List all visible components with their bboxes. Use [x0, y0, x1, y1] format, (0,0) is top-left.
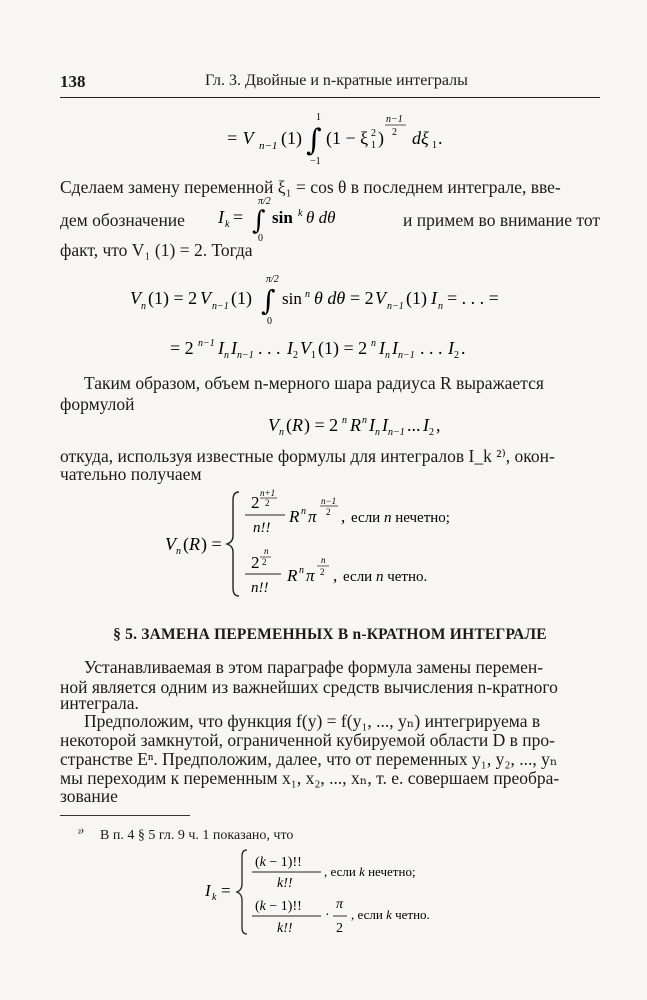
ik-sin: sin: [272, 208, 293, 227]
ik-upper: π/2: [258, 196, 271, 207]
svg-text:n: n: [385, 350, 390, 361]
f3-b: (1): [231, 288, 252, 308]
p5-line-e: зование: [60, 786, 118, 806]
f1-arg: (1): [281, 128, 302, 148]
ik-eq: =: [233, 207, 244, 227]
svg-text:·: ·: [325, 908, 330, 923]
svg-text:2: 2: [293, 350, 298, 361]
svg-text:2: 2: [262, 557, 267, 567]
svg-text:(k − 1)!!: (k − 1)!!: [255, 855, 302, 870]
ik-integral: ∫: [252, 206, 266, 236]
svg-text:,: ,: [436, 415, 441, 435]
svg-text:2: 2: [326, 507, 331, 517]
p1-inline-integral: [218, 196, 358, 242]
svg-text:I: I: [287, 338, 293, 358]
svg-text:n−1: n−1: [388, 427, 405, 438]
f3-l2-b: I: [218, 338, 224, 358]
svg-text:n: n: [299, 565, 304, 576]
svg-text:,: ,: [333, 566, 338, 585]
svg-text:V: V: [268, 415, 279, 435]
svg-text:k!!: k!!: [277, 921, 293, 936]
svg-text:I: I: [205, 881, 211, 900]
running-title: Гл. 3. Двойные и n-кратные интегралы: [205, 72, 468, 89]
p2-line-b: формулой: [60, 394, 135, 414]
svg-text:k: k: [212, 892, 217, 903]
f3-integral: ∫: [261, 284, 276, 317]
svg-text:I: I: [379, 338, 385, 358]
ik-lower: 0: [258, 233, 263, 242]
case1-cond: если n нечетно;: [351, 510, 450, 526]
svg-text:2: 2: [429, 427, 434, 438]
p4-line-c: интеграла.: [60, 693, 139, 713]
f1-upper: 1: [316, 112, 321, 123]
p5-line-b: некоторой замкнутой, ограниченной кубируемой области D в про-: [60, 730, 555, 750]
svg-text:n: n: [342, 415, 347, 426]
f3-v2: V: [200, 288, 211, 308]
svg-text:n: n: [375, 427, 380, 438]
svg-text:R: R: [292, 415, 303, 435]
f1-exp-den: 2: [392, 127, 397, 138]
f3-sin: sin: [282, 289, 302, 308]
svg-text:π: π: [336, 897, 344, 912]
f1-diff: dξ: [412, 128, 429, 148]
svg-text:2: 2: [265, 498, 270, 508]
svg-text:n: n: [301, 506, 306, 517]
f3-l2-exp: n−1: [198, 338, 215, 349]
svg-text:.: .: [461, 338, 466, 358]
svg-text:n!!: n!!: [251, 580, 269, 596]
section-heading: § 5. ЗАМЕНА ПЕРЕМЕННЫХ В n-КРАТНОМ ИНТЕГРАЛЕ: [113, 626, 547, 643]
svg-text:. . .: . . .: [258, 338, 281, 358]
svg-text:n: n: [224, 350, 229, 361]
ik-sin-exp: k: [298, 208, 303, 219]
f3-d: (1): [406, 288, 427, 308]
svg-text:2: 2: [251, 553, 260, 572]
f3-v3: V: [375, 288, 386, 308]
footnote-rule: [60, 815, 190, 816]
f3-l2-a: = 2: [170, 338, 194, 358]
svg-text:1: 1: [311, 350, 316, 361]
svg-text:2: 2: [251, 493, 260, 512]
svg-text:V: V: [165, 534, 176, 554]
f1-exp-num: n−1: [386, 114, 403, 125]
svg-text:n: n: [264, 546, 269, 556]
svg-text:) =: ) =: [201, 534, 222, 554]
p5-line-c: странстве Eⁿ. Предположим, далее, что от переменных y₁, y₂, ..., yₙ: [60, 749, 558, 769]
svg-text:I: I: [448, 338, 454, 358]
svg-text:R: R: [350, 415, 361, 435]
p1-line-b-post: и примем во внимание тот: [403, 210, 600, 230]
svg-text:(1) = 2: (1) = 2: [318, 338, 368, 358]
f1-lower: −1: [310, 156, 321, 167]
p1-line-c: факт, что V₁ (1) = 2. Тогда: [60, 240, 253, 260]
svg-text:2: 2: [454, 350, 459, 361]
svg-text:(k − 1)!!: (k − 1)!!: [255, 899, 302, 914]
p2-line-a: Таким образом, объем n-мерного шара радиуса R выражается: [84, 373, 544, 393]
svg-text:. . .: . . .: [420, 338, 443, 358]
svg-text:n: n: [176, 546, 181, 557]
svg-text:π: π: [306, 566, 315, 585]
formula-5: [165, 484, 495, 604]
svg-text:I: I: [392, 338, 398, 358]
svg-text:k!!: k!!: [277, 876, 293, 891]
svg-text:...: ...: [407, 415, 421, 435]
svg-text:) = 2: ) = 2: [304, 415, 339, 435]
cases-brace: [227, 492, 239, 596]
page-number: 138: [60, 72, 86, 91]
svg-text:n!!: n!!: [253, 520, 271, 536]
svg-text:n: n: [362, 415, 367, 426]
f1-close: ): [378, 128, 384, 148]
f1-integral: ∫: [306, 123, 322, 158]
svg-text:(: (: [286, 415, 292, 435]
svg-text:,: ,: [341, 507, 346, 526]
fn-cases-brace: [237, 850, 247, 934]
p1-line-a: Сделаем замену переменной ξ₁ = cos θ в последнем интеграле, вве-: [60, 177, 561, 197]
f1-lhs: = V: [226, 128, 254, 148]
f1-end: .: [438, 128, 443, 148]
f3-lower: 0: [267, 316, 272, 327]
svg-text:n−1: n−1: [398, 350, 415, 361]
svg-text:R: R: [289, 507, 300, 526]
footnote-marker: ²⁾: [78, 828, 84, 839]
f1-diff-sub: 1: [432, 140, 437, 151]
svg-text:2: 2: [336, 921, 343, 936]
svg-text:R: R: [189, 534, 200, 554]
svg-text:n: n: [321, 555, 326, 565]
p3-line-b: чательно получаем: [60, 464, 202, 484]
p3-line-a: откуда, используя известные формулы для интегралов I_k ²⁾, окон-: [60, 446, 555, 466]
f3-a: (1) = 2: [148, 288, 198, 308]
ik-theta: θ dθ: [306, 208, 336, 227]
svg-text:π: π: [308, 507, 317, 526]
case2-cond: если n четно.: [343, 569, 428, 585]
f1-body-sup: 2: [371, 128, 376, 139]
f1-body-sub: 1: [371, 140, 376, 151]
f3-vn: V: [130, 288, 141, 308]
f3-upper: π/2: [266, 274, 279, 285]
svg-text:V: V: [300, 338, 311, 358]
svg-text:2: 2: [320, 567, 325, 577]
f3-sin-exp: n: [305, 289, 310, 300]
svg-text:(: (: [183, 534, 189, 554]
f3-c: = 2: [350, 288, 374, 308]
f3-in-sub: n: [438, 301, 443, 312]
fn-case1-cond: , если k нечетно;: [324, 864, 416, 879]
p5-line-d: мы переходим к переменным x₁, x₂, ..., xₙ, т. е. совершаем преобра-: [60, 768, 560, 788]
formula-1: [226, 108, 466, 168]
p1-line-b-pre: дем обозначение: [60, 210, 185, 230]
fn-case2-cond: , если k четно.: [351, 907, 430, 922]
formula-3: [130, 272, 600, 362]
f1-lhs-sub: n−1: [259, 140, 278, 152]
header-rule: [60, 97, 600, 98]
f3-in: I: [431, 288, 437, 308]
svg-text:I: I: [423, 415, 429, 435]
f3-vn-sub: n: [141, 301, 146, 312]
f3-theta: θ dθ: [314, 288, 346, 308]
svg-text:n+1: n+1: [260, 488, 276, 498]
f3-v3-sub: n−1: [387, 301, 404, 312]
f3-v2-sub: n−1: [212, 301, 229, 312]
ik-lhs-sub: k: [225, 219, 230, 230]
p5-line-a: Предположим, что функция f(y) = f(y₁, ..., yₙ) интегрируема в: [84, 711, 541, 731]
svg-text:I: I: [382, 415, 388, 435]
f1-body: (1 − ξ: [326, 128, 369, 148]
svg-text:n: n: [371, 338, 376, 349]
svg-text:=: =: [221, 881, 231, 900]
svg-text:n: n: [279, 427, 284, 438]
svg-text:I: I: [231, 338, 237, 358]
p4-line-a: Устанавливаемая в этом параграфе формула замены перемен-: [84, 657, 544, 677]
svg-text:R: R: [287, 566, 298, 585]
footnote-formula: [205, 846, 475, 936]
formula-1-svg: [226, 108, 466, 168]
footnote-text: В п. 4 § 5 гл. 9 ч. 1 показано, что: [100, 828, 294, 843]
ik-lhs: I: [218, 207, 224, 227]
svg-text:n−1: n−1: [237, 350, 254, 361]
svg-text:n−1: n−1: [321, 496, 337, 506]
formula-4: [268, 410, 498, 440]
svg-text:I: I: [369, 415, 375, 435]
p4-line-b: ной является одним из важнейших средств вычисления n-кратного: [60, 677, 558, 697]
f3-e: = . . . =: [447, 288, 499, 308]
